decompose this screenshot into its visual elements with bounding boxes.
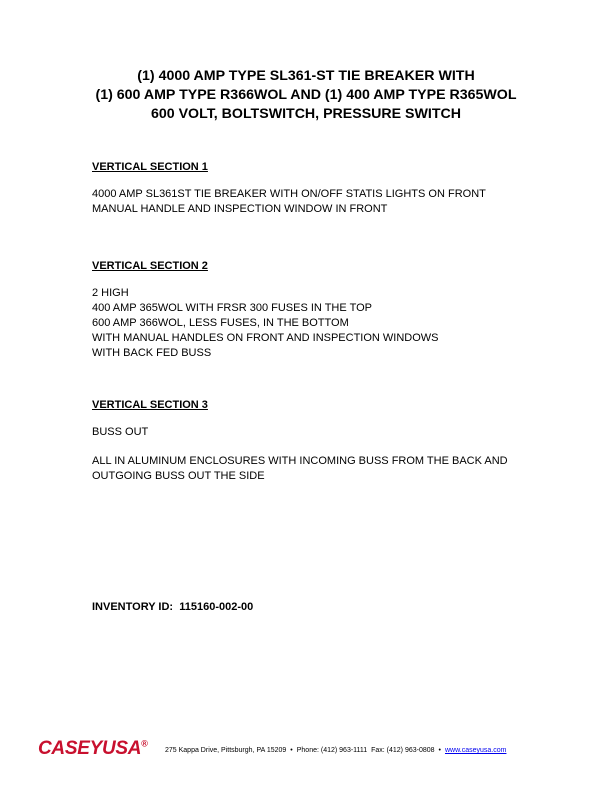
title-line-2: (1) 600 AMP TYPE R366WOL AND (1) 400 AMP TYPE R365WOL xyxy=(95,87,517,103)
section-3-line-2: OUTGOING BUSS OUT THE SIDE xyxy=(92,470,265,482)
section-3-line-1: ALL IN ALUMINUM ENCLOSURES WITH INCOMING BUSS FROM THE BACK AND xyxy=(92,455,508,467)
section-3-para-1: BUSS OUT xyxy=(92,426,149,438)
section-1-line-2: MANUAL HANDLE AND INSPECTION WINDOW IN FRONT xyxy=(92,203,388,215)
separator-dot: • xyxy=(290,747,293,754)
logo-text: CASEYUSA xyxy=(38,738,142,759)
section-1-heading: VERTICAL SECTION 1 xyxy=(92,161,208,173)
website-link[interactable]: www.caseyusa.com xyxy=(444,747,507,754)
section-2-line-5: WITH BACK FED BUSS xyxy=(92,347,212,359)
title-line-3: 600 VOLT, BOLTSWITCH, PRESSURE SWITCH xyxy=(150,106,462,122)
separator-dot: • xyxy=(438,747,441,754)
title-line-1: (1) 4000 AMP TYPE SL361-ST TIE BREAKER WITH xyxy=(137,68,475,84)
section-3-body xyxy=(92,425,572,484)
vertical-section-1 xyxy=(92,160,572,217)
footer-fax: Fax: (412) 963-0808 xyxy=(371,747,435,754)
section-2-heading: VERTICAL SECTION 2 xyxy=(92,260,208,272)
section-2-line-4: WITH MANUAL HANDLES ON FRONT AND INSPECTION WINDOWS xyxy=(92,332,439,344)
footer-phone: Phone: (412) 963-1111 xyxy=(296,747,368,754)
inventory-id xyxy=(92,601,253,613)
inventory-value: 115160-002-00 xyxy=(179,601,254,613)
document-title xyxy=(0,67,612,124)
section-2-line-2: 400 AMP 365WOL WITH FRSR 300 FUSES IN THE TOP xyxy=(92,302,372,314)
section-1-line-1: 4000 AMP SL361ST TIE BREAKER WITH ON/OFF STATIS LIGHTS ON FRONT xyxy=(92,188,486,200)
section-2-line-3: 600 AMP 366WOL, LESS FUSES, IN THE BOTTOM xyxy=(92,317,349,329)
registered-mark: ® xyxy=(141,738,148,749)
vertical-section-3 xyxy=(92,398,572,484)
section-3-heading: VERTICAL SECTION 3 xyxy=(92,399,208,411)
vertical-section-2 xyxy=(92,259,572,361)
footer-address: 275 Kappa Drive, Pittsburgh, PA 15209 xyxy=(165,747,287,754)
inventory-label: INVENTORY ID: xyxy=(92,601,174,613)
section-2-body xyxy=(92,286,572,361)
page-footer xyxy=(38,738,578,760)
section-2-line-1: 2 HIGH xyxy=(92,287,129,299)
section-1-body xyxy=(92,187,572,217)
caseyusa-logo xyxy=(38,738,148,760)
contact-info xyxy=(165,747,506,754)
paragraph-spacer xyxy=(92,440,572,454)
